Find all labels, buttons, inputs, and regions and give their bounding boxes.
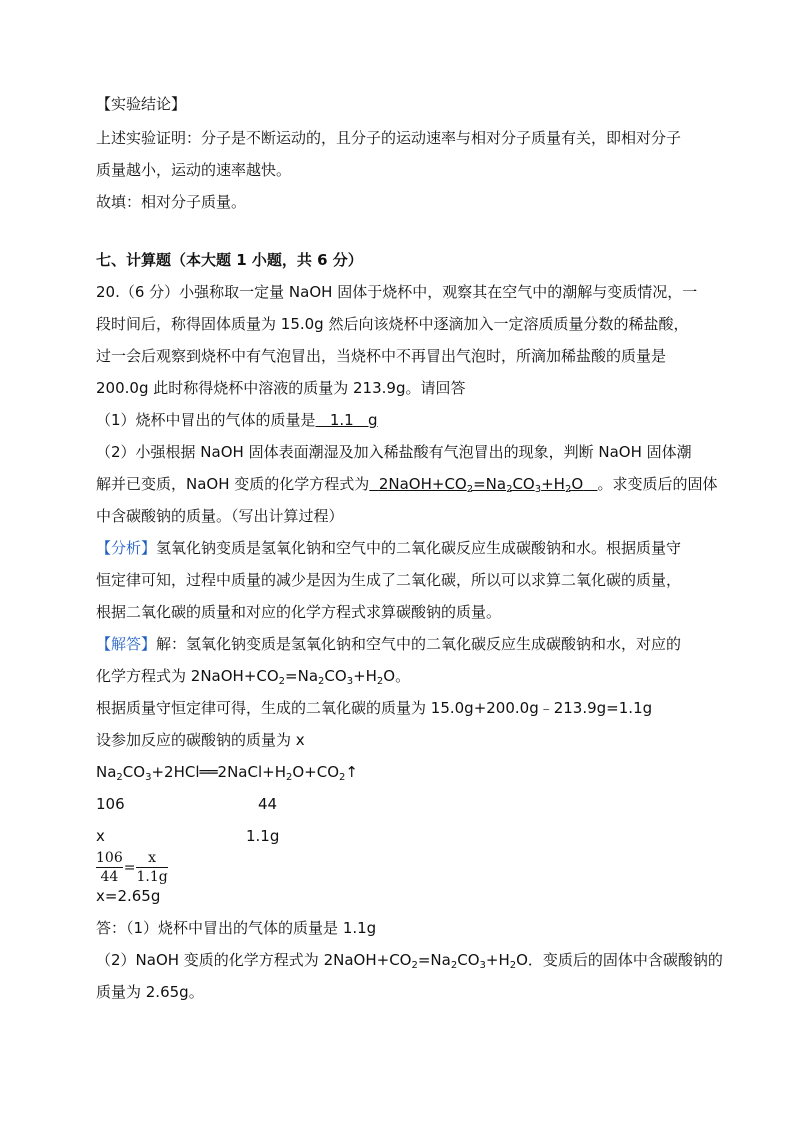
analysis-tag: 【分析】 <box>96 539 157 557</box>
fraction-right: $\frac{x}{1.1g}$ <box>136 850 168 885</box>
answer-3: 质量为 2.65g。 <box>96 983 204 1001</box>
answer-equation: $2NaOH+CO_2=Na_2CO_3+H_2O$ <box>323 951 528 971</box>
question-1 <box>96 410 378 430</box>
proportion-fraction <box>96 850 168 885</box>
analysis-line-1: 【分析】氢氧化钠变质是氢氧化钠和空气中的二氧化碳反应生成碳酸钠和水。根据质量守 <box>96 539 682 557</box>
question-line-2: 段时间后，称得固体质量为 15.0g 然后向该烧杯中逐滴加入一定溶质质量分数的稀盐酸， <box>96 315 689 333</box>
question-2-answer-equation: $2NaOH+CO_2=Na_2CO_3+H_2O$ <box>378 475 584 495</box>
ratio-row-1-left: 106 <box>96 795 125 813</box>
conclusion-heading: 【实验结论】 <box>96 95 187 113</box>
fraction-equals: = <box>123 859 136 876</box>
question-2-prefix: 解并已变质，NaOH 变质的化学方程式为 <box>96 475 370 493</box>
question-line-4: 200.0g 此时称得烧杯中溶液的质量为 213.9g。请回答 <box>96 379 466 397</box>
ratio-row-1-right: 44 <box>258 795 278 813</box>
fraction-left: $\frac{106}{44}$ <box>96 850 123 885</box>
conclusion-line-2: 质量越小，运动的速率越快。 <box>96 161 292 179</box>
analysis-line-2: 恒定律可知，过程中质量的减少是因为生成了二氧化碳，所以可以求算二氧化碳的质量， <box>96 571 682 589</box>
result: x=2.65g <box>96 887 161 905</box>
answer-2: （2）NaOH 变质的化学方程式为 $2NaOH+CO_2=Na_2CO_3+H_2O$．变质后的固体中含碳酸钠的 <box>96 951 723 971</box>
solution-line-1: 【解答】解：氢氧化钠变质是氢氧化钠和空气中的二氧化碳反应生成碳酸钠和水，对应的 <box>96 635 682 653</box>
solution-line-2: 化学方程式为 $2NaOH+CO_2=Na_2CO_3+H_2O$。 <box>96 667 411 687</box>
question-2-line-3: 中含碳酸钠的质量。（写出计算过程） <box>96 507 344 525</box>
question-line-3: 过一会后观察到烧杯中有气泡冒出，当烧杯中不再冒出气泡时，所滴加稀盐酸的质量是 <box>96 347 667 365</box>
question-1-answer: 1.1 g <box>315 411 378 429</box>
ratio-row-2-left: x <box>96 827 105 845</box>
question-1-prefix: （1）烧杯中冒出的气体的质量是 <box>96 411 316 429</box>
question-2-line-1: （2）小强根据 NaOH 固体表面潮湿及加入稀盐酸有气泡冒出的现象，判断 NaOH 固体潮 <box>96 443 692 461</box>
ratio-row-2-right: 1.1g <box>246 827 280 845</box>
solution-equation: $2NaOH+CO_2=Na_2CO_3+H_2O$ <box>190 667 396 687</box>
solution-line-3: 根据质量守恒定律可得，生成的二氧化碳的质量为 15.0g+200.0g﹣213.9g=1.1g <box>96 699 653 717</box>
solution-line-4: 设参加反应的碳酸钠的质量为 x <box>96 731 305 749</box>
question-line-1: 20.（6 分）小强称取一定量 NaOH 固体于烧杯中，观察其在空气中的潮解与变质情况，一 <box>96 283 698 301</box>
question-2-line-2 <box>96 474 717 500</box>
conclusion-line-1: 上述实验证明：分子是不断运动的，且分子的运动速率与相对分子质量有关，即相对分子 <box>96 129 682 147</box>
solution-tag: 【解答】 <box>96 635 157 653</box>
question-2-suffix: 。求变质后的固体 <box>597 475 718 493</box>
answer-1: 答：（1）烧杯中冒出的气体的质量是 1.1g <box>96 919 377 937</box>
section-title: 七、计算题（本大题 1 小题，共 6 分） <box>96 251 363 269</box>
conclusion-fill: 故填：相对分子质量。 <box>96 193 247 211</box>
analysis-line-3: 根据二氧化碳的质量和对应的化学方程式求算碳酸钠的质量。 <box>96 603 502 621</box>
reaction-equation: $Na_2CO_3+2HCl══2NaCl+H_2O+CO_2↑$ <box>96 763 358 783</box>
